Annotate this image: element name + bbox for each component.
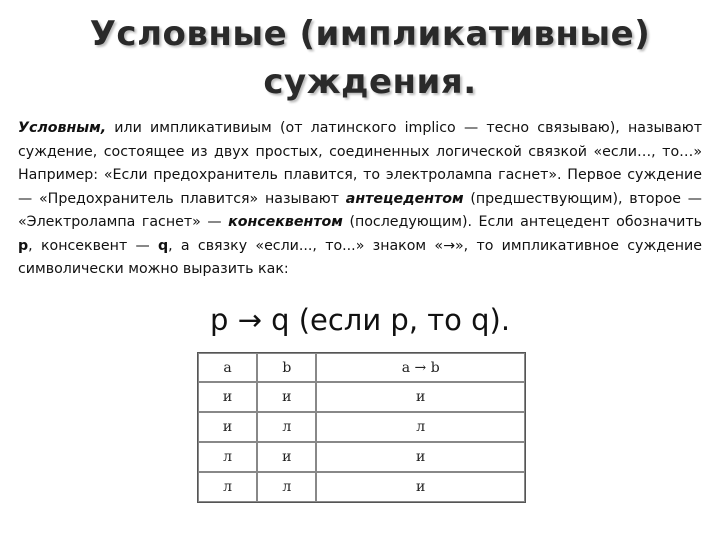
table-cell: л bbox=[257, 472, 316, 502]
table-row bbox=[198, 442, 525, 472]
paragraph-text: (предшествующим), второе — «Электролампа гаснет» — bbox=[18, 190, 702, 230]
title-line-2: суждения. bbox=[263, 62, 477, 102]
table-row bbox=[198, 382, 525, 412]
table-cell: л bbox=[198, 472, 257, 502]
definition-paragraph bbox=[18, 117, 702, 282]
emphasized-term: антецедентом bbox=[345, 190, 464, 207]
truth-table bbox=[197, 352, 526, 503]
header-cell-b: b bbox=[257, 353, 316, 382]
title-line-1: Условные (импликативные) bbox=[89, 14, 651, 54]
emphasized-term: консеквентом bbox=[228, 214, 343, 230]
paragraph-text: , консеквент — bbox=[28, 237, 158, 254]
table-cell: и bbox=[316, 442, 525, 472]
implication-formula: р → q (если р, то q). bbox=[209, 303, 511, 337]
table-cell: и bbox=[198, 412, 257, 442]
emphasized-term: Условным, bbox=[18, 120, 107, 136]
header-cell-a-implies-b: a → b bbox=[316, 353, 525, 382]
table-cell: л bbox=[316, 412, 525, 442]
bold-symbol: q bbox=[157, 237, 169, 254]
paragraph-text: или импликативиым (от латинского implico — тесно связываю), называют суждение, состоящее из двух простых, соединенных логической связкой «если…, то…» Например: «Если предохранитель плавится, то электролампа гаснет». Первое суждение — «Предохранитель плавится» называют bbox=[18, 120, 702, 207]
bold-symbol: р bbox=[18, 237, 29, 254]
table-cell: и bbox=[316, 382, 525, 412]
table-cell: и bbox=[257, 442, 316, 472]
slide-title bbox=[70, 10, 670, 106]
paragraph-text: , а связку «если..., то...» знаком «→», то импликативное суждение символически можно выразить как: bbox=[18, 237, 702, 277]
table-cell: и bbox=[316, 472, 525, 502]
table-cell: л bbox=[198, 442, 257, 472]
table-cell: и bbox=[257, 382, 316, 412]
paragraph-text: (последующим). Если антецедент обозначить bbox=[342, 214, 702, 230]
truth-table-header-row bbox=[198, 353, 525, 382]
table-cell: л bbox=[257, 412, 316, 442]
table-row bbox=[198, 412, 525, 442]
table-cell: и bbox=[198, 382, 257, 412]
header-cell-a: a bbox=[198, 353, 257, 382]
table-row bbox=[198, 472, 525, 502]
